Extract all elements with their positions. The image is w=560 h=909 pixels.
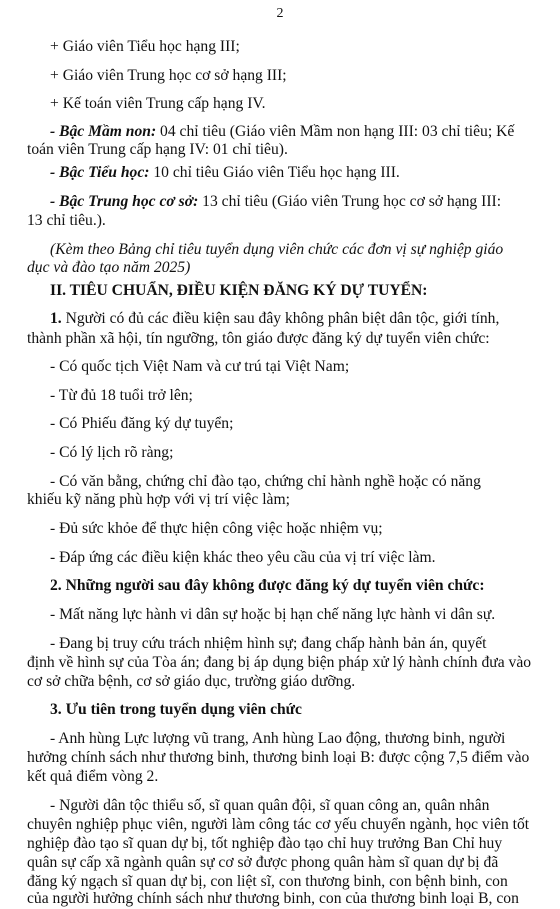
paragraph-thcs	[50, 192, 560, 212]
page-number: 2	[276, 6, 284, 21]
paragraph-line: toán viên Trung cấp hạng IV: 01 chỉ tiêu).	[27, 141, 288, 158]
list-item: + Giáo viên Trung học cơ sở hạng III;	[50, 67, 287, 84]
note-line: dục và đào tạo năm 2025)	[27, 259, 191, 276]
list-item: + Kế toán viên Trung cấp hạng IV.	[50, 95, 266, 112]
level-text: 13 chỉ tiêu (Giáo viên Trung học cơ sở hạng III:	[198, 193, 502, 210]
list-item-line: đăng ký ngạch sĩ quan dự bị, con liệt sĩ, con thương binh, con bệnh binh, con	[27, 873, 508, 890]
list-item-line: khiếu kỹ năng phù hợp với vị trí việc làm;	[27, 491, 290, 508]
paragraph-tieu-hoc	[50, 163, 560, 183]
section-heading: II. TIÊU CHUẨN, ĐIỀU KIỆN ĐĂNG KÝ DỰ TUYỂN:	[50, 282, 428, 299]
level-label: - Bậc Mầm non:	[50, 123, 157, 140]
note: (Kèm theo Bảng chỉ tiêu tuyển dụng viên chức các đơn vị sự nghiệp giáo	[50, 241, 504, 258]
list-item-line: kết quả điểm vòng 2.	[27, 768, 159, 785]
list-item-line: định về hình sự của Tòa án; đang bị áp dụng biện pháp xử lý hành chính đưa vào	[27, 654, 532, 671]
level-text: 10 chỉ tiêu Giáo viên Tiểu học hạng III.	[149, 164, 400, 181]
list-item: - Có Phiếu đăng ký dự tuyển;	[50, 415, 234, 432]
list-item: - Từ đủ 18 tuổi trở lên;	[50, 387, 193, 404]
list-item: - Có văn bằng, chứng chỉ đào tạo, chứng chỉ hành nghề hoặc có năng	[50, 473, 481, 490]
subsection-heading-2: 2. Những người sau đây không được đăng ký dự tuyển viên chức:	[50, 577, 485, 594]
paragraph-line: 13 chỉ tiêu.).	[27, 212, 106, 229]
item-text: Người có đủ các điều kiện sau đây không phân biệt dân tộc, giới tính,	[61, 310, 500, 327]
list-item-line: hưởng chính sách như thương binh, thương binh loại B: được cộng 7,5 điểm vào	[27, 749, 530, 766]
list-item: - Đáp ứng các điều kiện khác theo yêu cầu của vị trí việc làm.	[50, 549, 436, 566]
list-item: - Mất năng lực hành vi dân sự hoặc bị hạn chế năng lực hành vi dân sự.	[50, 606, 496, 623]
list-item: - Có quốc tịch Việt Nam và cư trú tại Việt Nam;	[50, 358, 350, 375]
list-item: - Đủ sức khỏe để thực hiện công việc hoặc nhiệm vụ;	[50, 520, 383, 537]
level-label: - Bậc Trung học cơ sở:	[50, 193, 199, 210]
list-item-line: chuyên nghiệp phục viên, người làm công tác cơ yếu chuyển ngành, học viên tốt	[27, 816, 530, 833]
item-number: 1.	[50, 310, 62, 327]
list-item: + Giáo viên Tiểu học hạng III;	[50, 38, 240, 55]
list-item-line: nghiệp đào tạo sĩ quan dự bị, tốt nghiệp đào tạo chỉ huy trưởng Ban Chỉ huy	[27, 835, 503, 852]
list-item-line: quân sự cấp xã ngành quân sự cơ sở được phong quân hàm sĩ quan dự bị đã	[27, 854, 499, 871]
paragraph-mam-non	[50, 122, 560, 142]
list-item-line: của người hưởng chính sách như thương binh, con của thương binh loại B, con	[27, 890, 519, 907]
paragraph-1	[50, 309, 560, 329]
paragraph-line: thành phần xã hội, tín ngưỡng, tôn giáo được đăng ký dự tuyển viên chức:	[27, 330, 490, 347]
level-label: - Bậc Tiểu học:	[50, 164, 150, 181]
level-text: 04 chỉ tiêu (Giáo viên Mầm non hạng III: 03 chỉ tiêu; Kế	[156, 123, 515, 140]
subsection-heading-3: 3. Ưu tiên trong tuyển dụng viên chức	[50, 701, 302, 718]
list-item: - Anh hùng Lực lượng vũ trang, Anh hùng Lao động, thương binh, người	[50, 730, 506, 747]
list-item: - Người dân tộc thiểu số, sĩ quan quân đội, sĩ quan công an, quân nhân	[50, 797, 490, 814]
list-item-line: cơ sở chữa bệnh, cơ sở giáo dục, trường giáo dưỡng.	[27, 673, 356, 690]
list-item: - Đang bị truy cứu trách nhiệm hình sự; đang chấp hành bản án, quyết	[50, 635, 487, 652]
list-item: - Có lý lịch rõ ràng;	[50, 444, 174, 461]
